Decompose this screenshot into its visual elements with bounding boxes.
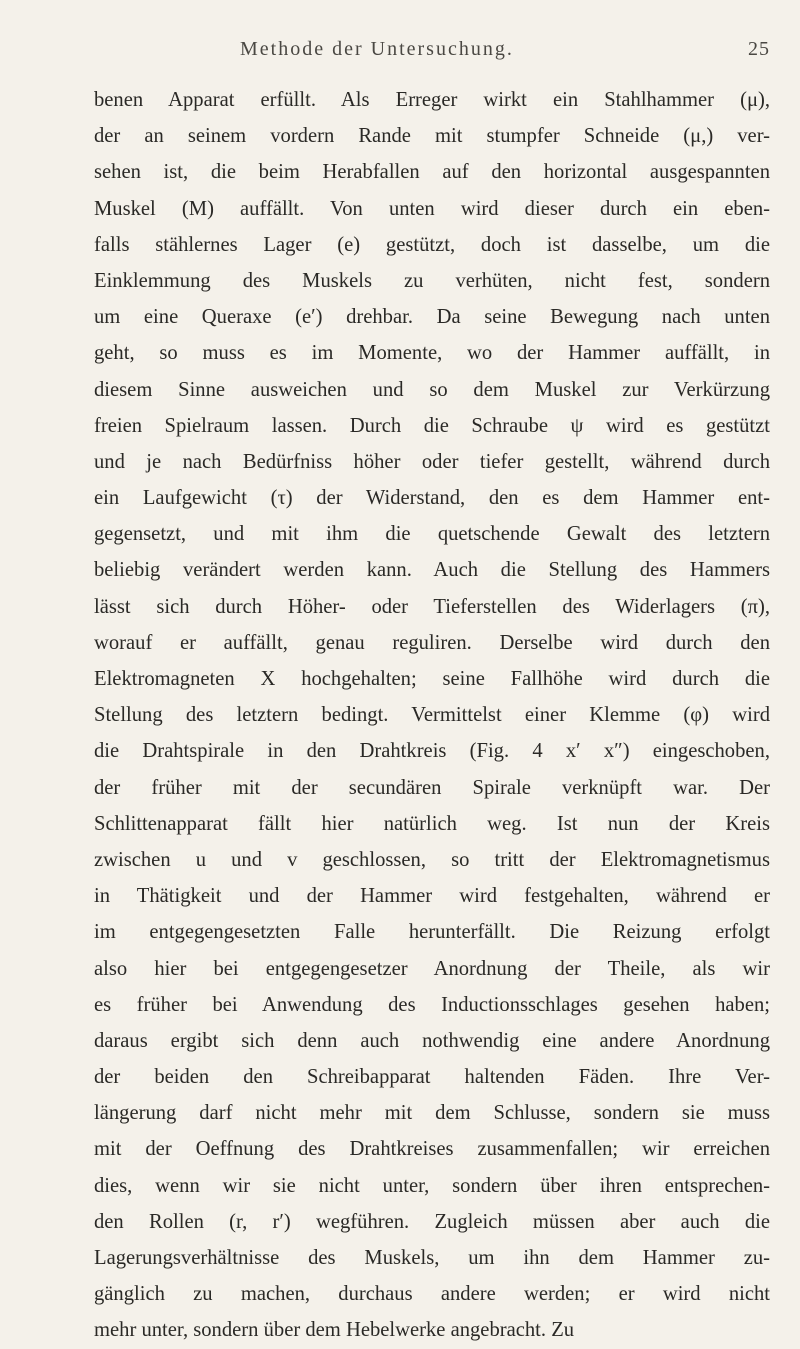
text-line: es früher bei Anwendung des Inductionsschlages gesehen haben;	[94, 993, 770, 1016]
text-line: den Rollen (r, r′) wegführen. Zugleich müssen aber auch die	[94, 1210, 770, 1233]
text-line: um eine Queraxe (e′) drehbar. Da seine Bewegung nach unten	[94, 306, 770, 329]
text-line: daraus ergibt sich denn auch nothwendig eine andere Anordnung	[94, 1029, 770, 1052]
text-line: zwischen u und v geschlossen, so tritt der Elektromagnetismus	[94, 848, 770, 871]
text-line: mehr unter, sondern über dem Hebelwerke angebracht. Zu	[94, 1319, 575, 1342]
running-head	[94, 38, 770, 68]
text-line: benen Apparat erfüllt. Als Erreger wirkt ein Stahlhammer (μ),	[94, 89, 770, 111]
text-line: der an seinem vordern Rande mit stumpfer Schneide (μ,) ver-	[94, 125, 770, 148]
text-line: Elektromagneten X hochgehalten; seine Fallhöhe wird durch die	[94, 668, 770, 690]
text-line: diesem Sinne ausweichen und so dem Muskel zur Verkürzung	[94, 378, 770, 401]
text-line: ein Laufgewicht (τ) der Widerstand, den es dem Hammer ent-	[94, 487, 770, 510]
text-line: also hier bei entgegengesetzer Anordnung der Theile, als wir	[94, 957, 770, 980]
text-line: beliebig verändert werden kann. Auch die Stellung des Hammers	[94, 559, 770, 582]
body-text	[94, 82, 770, 1349]
text-line: sehen ist, die beim Herabfallen auf den horizontal ausgespannten	[94, 161, 770, 184]
text-line: in Thätigkeit und der Hammer wird festgehalten, während er	[94, 885, 770, 908]
page-number: 25	[748, 38, 770, 60]
text-line: falls stählernes Lager (e) gestützt, doch ist dasselbe, um die	[94, 233, 770, 256]
text-line: gänglich zu machen, durchaus andere werden; er wird nicht	[94, 1283, 770, 1306]
text-line: und je nach Bedürfniss höher oder tiefer gestellt, während durch	[94, 450, 770, 473]
text-line: im entgegengesetzten Falle herunterfällt. Die Reizung erfolgt	[94, 921, 770, 944]
text-line: freien Spielraum lassen. Durch die Schraube ψ wird es gestützt	[94, 414, 770, 437]
text-line: die Drahtspirale in den Drahtkreis (Fig. 4 x′ x″) eingeschoben,	[94, 740, 770, 763]
text-line: der beiden den Schreibapparat haltenden Fäden. Ihre Ver-	[94, 1066, 770, 1089]
text-line: der früher mit der secundären Spirale verknüpft war. Der	[94, 776, 770, 799]
text-line: gegensetzt, und mit ihm die quetschende Gewalt des letztern	[94, 523, 770, 546]
text-line: Einklemmung des Muskels zu verhüten, nicht fest, sondern	[94, 269, 770, 292]
text-line: lässt sich durch Höher- oder Tieferstellen des Widerlagers (π),	[94, 595, 770, 618]
text-line: Schlittenapparat fällt hier natürlich weg. Ist nun der Kreis	[94, 812, 770, 835]
text-line: Muskel (M) auffällt. Von unten wird dieser durch ein eben-	[94, 197, 770, 220]
text-line: Stellung des letztern bedingt. Vermittelst einer Klemme (φ) wird	[94, 704, 770, 727]
text-line: längerung darf nicht mehr mit dem Schlusse, sondern sie muss	[94, 1102, 770, 1125]
running-head-title: Methode der Untersuchung.	[240, 38, 514, 60]
text-line: mit der Oeffnung des Drahtkreises zusammenfallen; wir erreichen	[94, 1138, 770, 1161]
text-line: worauf er auffällt, genau reguliren. Derselbe wird durch den	[94, 631, 770, 654]
text-line: geht, so muss es im Momente, wo der Hammer auffällt, in	[94, 342, 770, 365]
text-line: Lagerungsverhältnisse des Muskels, um ihn dem Hammer zu-	[94, 1247, 770, 1269]
book-page	[94, 38, 770, 1349]
text-line: dies, wenn wir sie nicht unter, sondern über ihren entsprechen-	[94, 1174, 770, 1197]
